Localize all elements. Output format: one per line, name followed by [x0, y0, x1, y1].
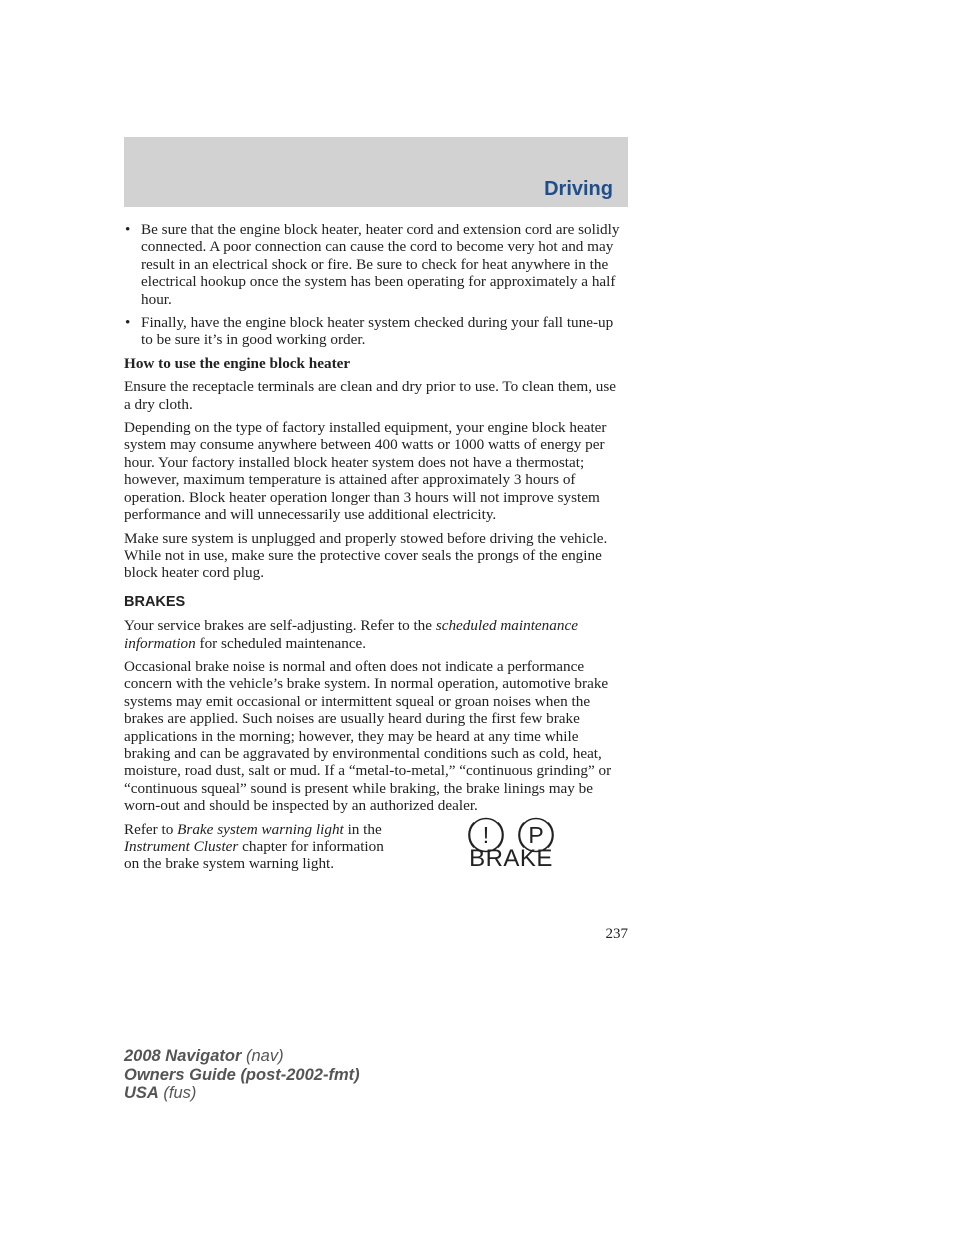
brake-warning-light-reference: Brake system warning light [177, 820, 344, 838]
brake-warning-reference [124, 821, 624, 885]
footer-line-guide: Owners Guide (post-2002-fmt) [124, 1065, 360, 1084]
paragraph: Depending on the type of factory installed equipment, your engine block heater system may consume anywhere between 400 watts or 1000 watts of energy per hour. Your factory installed block heater system does not have a thermostat; however, maximum temperature is attained after approximately 3 hours of operation. Block heater operation longer than 3 hours will not improve system performance and will unnecessarily use additional electricity. [124, 419, 607, 524]
brake-warning-reference-text: Refer to Brake system warning light in the Instrument Cluster chapter for information on the brake system warning light. [124, 820, 384, 873]
paragraph: Ensure the receptacle terminals are clean and dry prior to use. To clean them, use a dry cloth. [124, 378, 617, 413]
scheduled-maintenance-reference: scheduled maintenance information [124, 617, 578, 652]
instrument-cluster-reference: Instrument Cluster [124, 838, 239, 855]
page-content [124, 221, 624, 885]
bullet-item [124, 314, 624, 349]
bullet-icon: • [125, 221, 131, 238]
brake-exclaim-glyph: ! [482, 821, 490, 848]
bullet-text: Be sure that the engine block heater, heater cord and extension cord are solidly connected. A poor connection can cause the cord to become very hot and may result in an electrical shock or fire. Be sure to check for heat anywhere in the electrical hookup once the system has been operating for approximately a half hour. [141, 221, 620, 308]
page-number: 237 [605, 926, 628, 942]
section-header-band [124, 137, 628, 207]
brake-park-glyph: P [528, 821, 544, 848]
brakes-heading: BRAKES [124, 593, 186, 610]
paragraph: Make sure system is unplugged and properly stowed before driving the vehicle. While not in use, make sure the protective cover seals the prongs of the engine block heater cord plug. [124, 529, 608, 582]
section-title: Driving [544, 178, 613, 200]
subheading-how-to-use: How to use the engine block heater [124, 354, 351, 372]
brakes-paragraph-2: Occasional brake noise is normal and often does not indicate a performance concern with the vehicle’s brake system. In normal operation, automotive brake systems may emit occasional or intermittent squeal or groan noises when the brakes are applied. Such noises are usually heard during the first few brake applications in the morning; however, they may be heard at any time while braking and can be aggravated by environmental conditions such as cold, heat, moisture, road dust, salt or mud. If a “metal-to-metal,” “continuous grinding” or “continuous squeal” sound is present while braking, the brake linings may be worn-out and should be inspected by an authorized dealer. [124, 657, 612, 815]
footer-line-region: USA (fus) [124, 1084, 197, 1102]
document-footer [124, 1047, 360, 1103]
brake-warning-icon [465, 816, 557, 882]
brake-label: BRAKE [469, 844, 553, 872]
bullet-icon: • [125, 314, 131, 332]
footer-line-model: 2008 Navigator (nav) [124, 1047, 284, 1065]
brakes-paragraph-1: Your service brakes are self-adjusting. Refer to the scheduled maintenance information for scheduled maintenance. [124, 617, 578, 652]
bullet-item [124, 221, 624, 308]
bullet-text: Finally, have the engine block heater system checked during your fall tune-up to be sure it’s in good working order. [141, 314, 614, 349]
